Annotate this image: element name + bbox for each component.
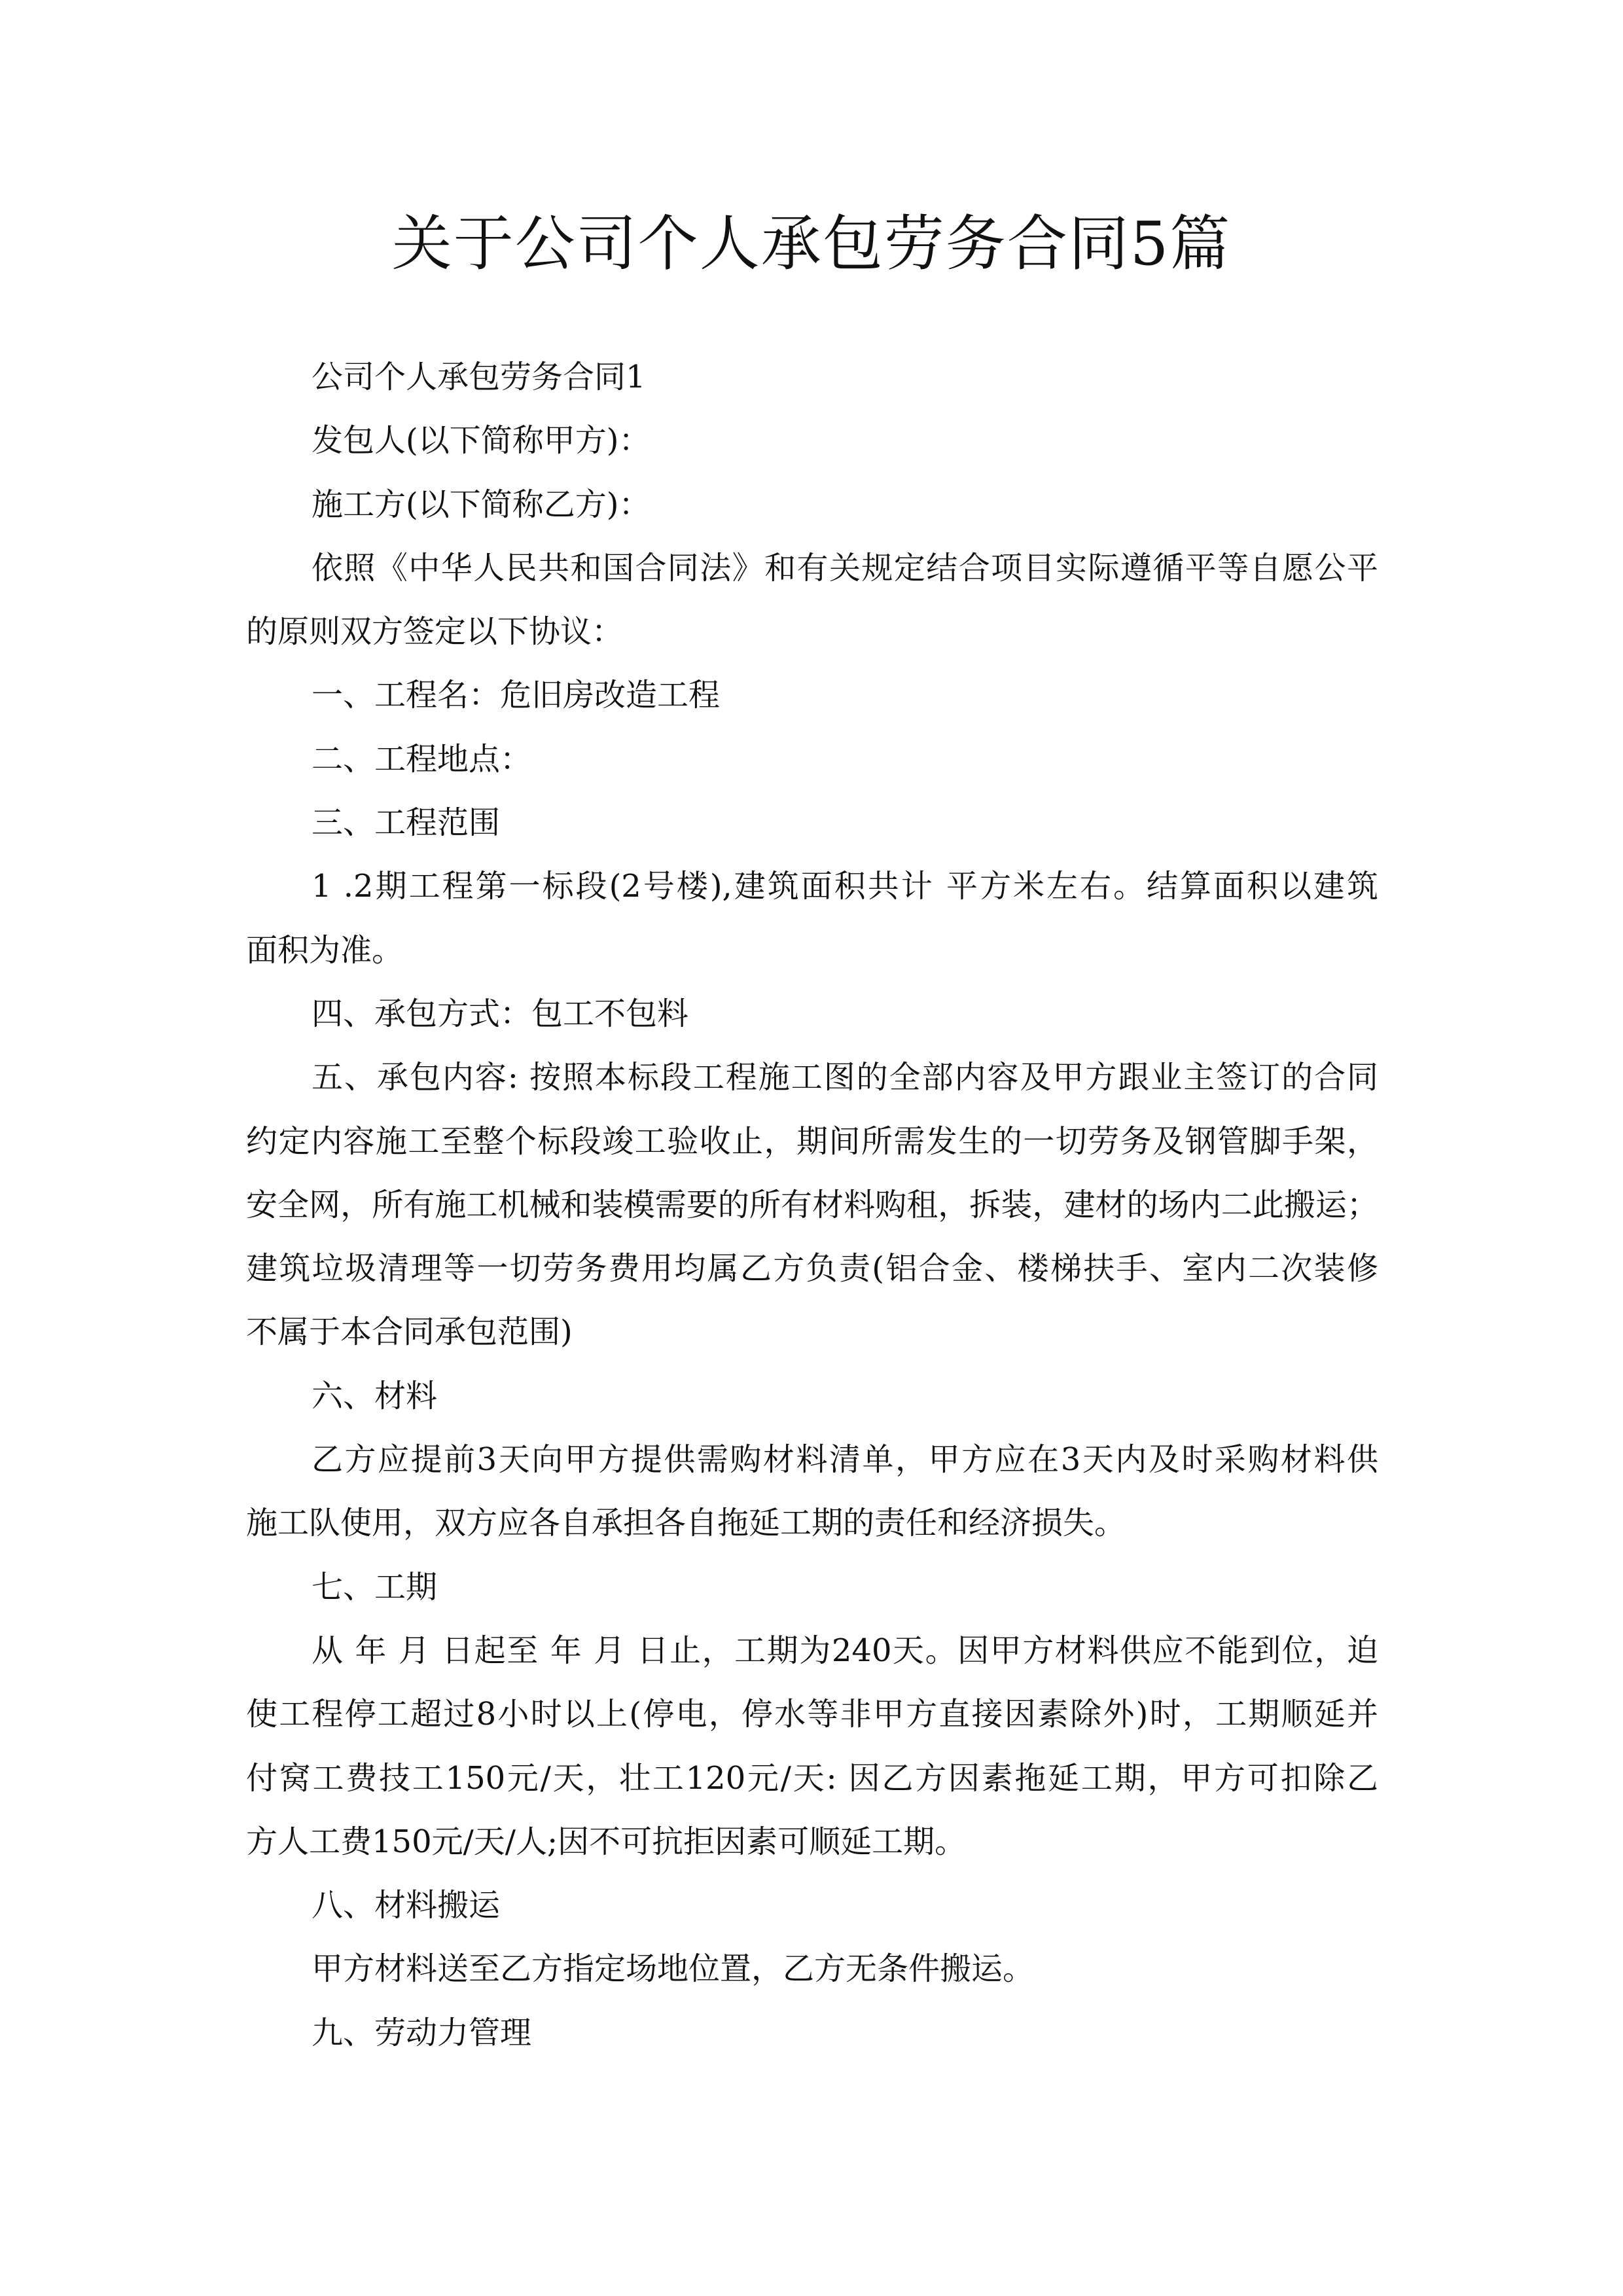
paragraph-line: 七、工期 <box>312 1568 438 1605</box>
paragraph-line: 甲方材料送至乙方指定场地位置，乙方无条件搬运。 <box>312 1950 1035 1988</box>
paragraph-continuation-line: 面积为准。 <box>246 931 404 969</box>
paragraph-line: 乙方应提前3天向甲方提供需购材料清单，甲方应在3天内及时采购材料供 <box>312 1441 1378 1479</box>
paragraph-continuation-line: 不属于本合同承包范围) <box>246 1314 573 1351</box>
paragraph-line: 施工方(以下简称乙方)： <box>312 486 651 523</box>
document-body <box>246 346 1378 2065</box>
paragraph-continuation-line: 方人工费150元/天/人;因不可抗拒因素可顺延工期。 <box>246 1823 967 1860</box>
paragraph-continuation-line: 使工程停工超过8小时以上(停电，停水等非甲方直接因素除外)时，工期顺延并 <box>246 1696 1378 1733</box>
paragraph-continuation-line: 建筑垃圾清理等一切劳务费用均属乙方负责(铝合金、楼梯扶手、室内二次装修 <box>246 1250 1378 1287</box>
paragraph-line: 发包人(以下简称甲方)： <box>312 422 651 459</box>
paragraph-line: 四、承包方式：包工不包料 <box>312 995 689 1032</box>
paragraph-line: 从 年 月 日起至 年 月 日止，工期为240天。因甲方材料供应不能到位，迫 <box>312 1632 1378 1669</box>
paragraph-line: 公司个人承包劳务合同1 <box>312 359 646 395</box>
paragraph-line: 依照《中华人民共和国合同法》和有关规定结合项目实际遵循平等自愿公平 <box>312 549 1378 586</box>
paragraph-line: 1 .2期工程第一标段(2号楼),建筑面积共计 平方米左右。结算面积以建筑 <box>312 868 1378 905</box>
paragraph-line: 一、工程名：危旧房改造工程 <box>312 677 721 714</box>
paragraph-line: 三、工程范围 <box>312 804 501 842</box>
paragraph-line: 五、承包内容: 按照本标段工程施工图的全部内容及甲方跟业主签订的合同 <box>312 1059 1378 1096</box>
paragraph-continuation-line: 安全网，所有施工机械和装模需要的所有材料购租，拆装，建材的场内二此搬运； <box>246 1186 1378 1223</box>
paragraph-continuation-line: 施工队使用，双方应各自承担各自拖延工期的责任和经济损失。 <box>246 1505 1126 1542</box>
paragraph-line: 九、劳动力管理 <box>312 2014 532 2051</box>
paragraph-continuation-line: 的原则双方签定以下协议： <box>246 613 624 651</box>
paragraph-line: 六、材料 <box>312 1377 438 1414</box>
paragraph-continuation-line: 约定内容施工至整个标段竣工验收止，期间所需发生的一切劳务及钢管脚手架， <box>246 1122 1378 1160</box>
paragraph-line: 八、材料搬运 <box>312 1887 501 1924</box>
document-title: 关于公司个人承包劳务合同5篇 <box>391 209 1232 279</box>
paragraph-continuation-line: 付窝工费技工150元/天，壮工120元/天: 因乙方因素拖延工期，甲方可扣除乙 <box>246 1759 1378 1797</box>
paragraph-line: 二、工程地点： <box>312 740 532 778</box>
